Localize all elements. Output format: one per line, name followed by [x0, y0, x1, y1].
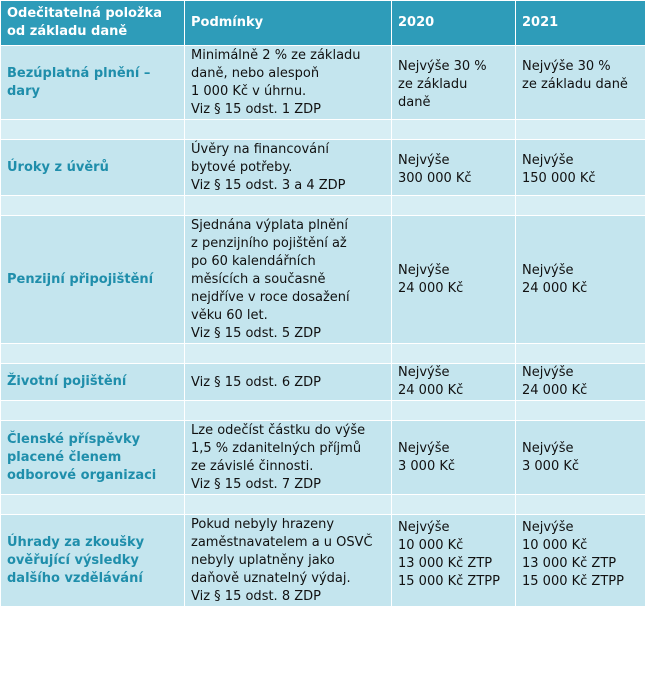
- row-conditions: Lze odečíst částku do výše 1,5 % zdanitelných příjmů ze závislé činnosti. Viz § 15 odst. 7 ZDP: [185, 421, 392, 495]
- table-row: [1, 140, 645, 196]
- row-separator: [1, 401, 645, 421]
- row-value-2020: Nejvýše 10 000 Kč 13 000 Kč ZTP 15 000 Kč ZTPP: [392, 515, 516, 607]
- row-conditions: Minimálně 2 % ze základu daně, nebo alespoň 1 000 Kč v úhrnu. Viz § 15 odst. 1 ZDP: [185, 46, 392, 120]
- row-separator: [1, 495, 645, 515]
- row-label: Penzijní připojištění: [1, 216, 185, 344]
- row-separator: [1, 120, 645, 140]
- row-value-2021: Nejvýše 3 000 Kč: [516, 421, 645, 495]
- row-label: Úhrady za zkoušky ověřující výsledky dalšího vzdělávání: [1, 515, 185, 607]
- table-row: [1, 216, 645, 344]
- row-label: Bezúplatná plnění – dary: [1, 46, 185, 120]
- row-conditions: Pokud nebyly hrazeny zaměstnavatelem a u OSVČ nebyly uplatněny jako daňově uznatelný výdaj. Viz § 15 odst. 8 ZDP: [185, 515, 392, 607]
- row-value-2020: Nejvýše 30 % ze základu daně: [392, 46, 516, 120]
- row-value-2020: Nejvýše 24 000 Kč: [392, 216, 516, 344]
- row-value-2020: Nejvýše 300 000 Kč: [392, 140, 516, 196]
- row-value-2021: Nejvýše 24 000 Kč: [516, 364, 645, 401]
- row-label: Členské příspěvky placené členem odborové organizaci: [1, 421, 185, 495]
- table-row: [1, 46, 645, 120]
- row-conditions: Sjednána výplata plnění z penzijního pojištění až po 60 kalendářních měsících a současně nejdříve v roce dosažení věku 60 let. Viz § 15 odst. 5 ZDP: [185, 216, 392, 344]
- row-separator: [1, 196, 645, 216]
- row-label: Životní pojištění: [1, 364, 185, 401]
- row-conditions: Úvěry na financování bytové potřeby. Viz § 15 odst. 3 a 4 ZDP: [185, 140, 392, 196]
- row-value-2021: Nejvýše 30 % ze základu daně: [516, 46, 645, 120]
- header-row: [1, 1, 645, 46]
- table-row: [1, 364, 645, 401]
- header-conditions: Podmínky: [185, 1, 392, 46]
- header-year-2020: 2020: [392, 1, 516, 46]
- row-value-2020: Nejvýše 3 000 Kč: [392, 421, 516, 495]
- table-row: [1, 515, 645, 607]
- header-item: Odečitatelná položka od základu daně: [1, 1, 185, 46]
- row-value-2021: Nejvýše 150 000 Kč: [516, 140, 645, 196]
- row-value-2021: Nejvýše 24 000 Kč: [516, 216, 645, 344]
- row-label: Úroky z úvěrů: [1, 140, 185, 196]
- row-conditions: Viz § 15 odst. 6 ZDP: [185, 364, 392, 401]
- header-year-2021: 2021: [516, 1, 645, 46]
- table-row: [1, 421, 645, 495]
- row-separator: [1, 344, 645, 364]
- row-value-2021: Nejvýše 10 000 Kč 13 000 Kč ZTP 15 000 Kč ZTPP: [516, 515, 645, 607]
- row-value-2020: Nejvýše 24 000 Kč: [392, 364, 516, 401]
